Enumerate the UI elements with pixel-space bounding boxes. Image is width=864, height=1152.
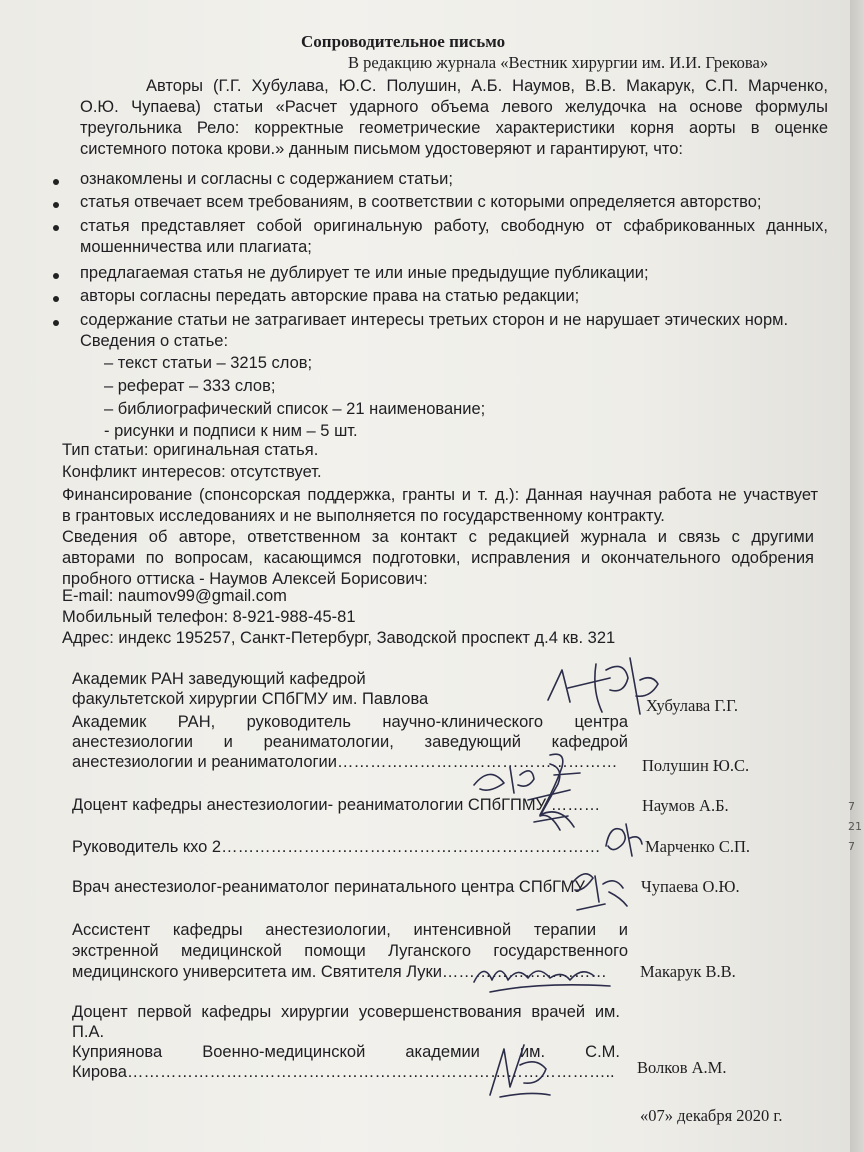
background-page-edge bbox=[850, 0, 864, 1152]
info-item: – текст статьи – 3215 слов; bbox=[104, 354, 313, 372]
bullet-dot bbox=[53, 202, 59, 208]
contact-phone: Мобильный телефон: 8-921-988-45-81 bbox=[62, 608, 356, 626]
bullet-dot bbox=[53, 225, 59, 231]
bullet-dot bbox=[53, 296, 59, 302]
list-item: ознакомлены и согласны с содержанием статьи; bbox=[80, 170, 453, 188]
signatory-position-line: Ассистент кафедры анестезиологии, интенсивной терапии и bbox=[72, 921, 628, 939]
signature-makaruk bbox=[470, 952, 620, 1000]
signatory-position-line: анестезиологии и реаниматологии…………………………………………… bbox=[72, 753, 618, 771]
signatory-position-line: медицинского университета им. Святителя Луки………………………… bbox=[72, 963, 607, 981]
signatory-position-line: Куприянова Военно-медицинской академии им. С.М. bbox=[72, 1043, 620, 1061]
signature-naumov bbox=[520, 760, 580, 835]
info-heading: Сведения о статье: bbox=[80, 332, 229, 350]
signatory-position-line: Доцент первой кафедры хирургии усовершенствования врачей им. П.А. bbox=[72, 1003, 620, 1041]
list-item: содержание статьи не затрагивает интересы третьих сторон и не нарушает этических норм. bbox=[80, 311, 789, 329]
bullet-dot bbox=[53, 179, 59, 185]
letter-date: «07» декабря 2020 г. bbox=[640, 1106, 783, 1125]
signature-khubulava bbox=[540, 650, 670, 730]
signatory-name: Марченко С.П. bbox=[645, 837, 751, 856]
funding-paragraph bbox=[62, 485, 818, 527]
signatory-name: Макарук В.В. bbox=[640, 962, 736, 981]
contact-address: Адрес: индекс 195257, Санкт-Петербург, Заводской проспект д.4 кв. 321 bbox=[62, 629, 616, 647]
conflict-of-interest: Конфликт интересов: отсутствует. bbox=[62, 463, 322, 481]
info-item: – библиографический список – 21 наименование; bbox=[104, 400, 486, 418]
intro-line: системного потока крови.» данным письмом удостоверяют и гарантируют, что: bbox=[80, 140, 684, 158]
edge-digit: 21 bbox=[848, 820, 862, 833]
bullet-dot bbox=[53, 320, 59, 326]
info-item: - рисунки и подписи к ним – 5 шт. bbox=[104, 422, 358, 440]
list-item-line: мошенничества или плагиата; bbox=[80, 238, 312, 256]
list-item: предлагаемая статья не дублирует те или иные предыдущие публикации; bbox=[80, 264, 649, 282]
intro-line: О.Ю. Чупаева) статьи «Расчет ударного объема левого желудочка на основе формулы bbox=[80, 98, 828, 116]
edge-digit: 7 bbox=[848, 840, 855, 853]
signature-volkov bbox=[480, 1035, 560, 1105]
addressee: В редакцию журнала «Вестник хирургии им. И.И. Грекова» bbox=[348, 53, 769, 72]
funding-line: Финансирование (спонсорская поддержка, гранты и т. д.): Данная научная работа не участвует bbox=[62, 486, 818, 504]
funding-line: в грантовых исследованиях и не выполняется по государственному контракту. bbox=[62, 507, 665, 525]
signatory-name: Наумов А.Б. bbox=[642, 796, 729, 815]
signatory-name: Хубулава Г.Г. bbox=[646, 696, 738, 715]
signatory-name: Волков А.М. bbox=[637, 1058, 727, 1077]
signatory-position-line: Доцент кафедры анестезиологии- реаниматологии СПбГПМУ ……… bbox=[72, 796, 601, 814]
responsible-line: Сведения об авторе, ответственном за контакт с редакцией журнала и связь с другими bbox=[62, 528, 814, 546]
intro-line: Авторы (Г.Г. Хубулава, Ю.С. Полушин, А.Б. Наумов, В.В. Макарук, С.П. Марченко, bbox=[146, 77, 828, 95]
list-item: авторы согласны передать авторские права на статью редакции; bbox=[80, 287, 580, 305]
signatory-name: Полушин Ю.С. bbox=[642, 756, 750, 775]
article-type: Тип статьи: оригинальная статья. bbox=[62, 441, 319, 459]
bullet-dot bbox=[53, 273, 59, 279]
signatory-name: Чупаева О.Ю. bbox=[641, 877, 740, 896]
signatory-position-line: Академик РАН заведующий кафедрой bbox=[72, 670, 366, 688]
signatory-position-line: Академик РАН, руководитель научно-клинического центра bbox=[72, 713, 628, 731]
signatory-position-line: Врач анестезиолог-реаниматолог перинатального центра СПбГМУ bbox=[72, 878, 585, 896]
intro-paragraph bbox=[80, 76, 828, 160]
signature-chupaeva bbox=[565, 858, 635, 918]
info-item: – реферат – 333 слов; bbox=[104, 377, 276, 395]
signatory-position-line: Кирова…………………………………………………………………………….. bbox=[72, 1063, 615, 1081]
signature-marchenko bbox=[596, 816, 646, 860]
list-item: статья отвечает всем требованиям, в соответствии с которыми определяется авторство; bbox=[80, 193, 762, 211]
letter-title: Сопроводительное письмо bbox=[301, 32, 506, 51]
responsible-line: авторами по вопросам, касающимся подготовки, исправления и окончательного одобрения bbox=[62, 549, 814, 567]
responsible-line: пробного оттиска - Наумов Алексей Борисович: bbox=[62, 570, 428, 588]
signatory-position-line: факультетской хирургии СПбГМУ им. Павлова bbox=[72, 690, 429, 708]
edge-digit: 7 bbox=[848, 800, 855, 813]
list-item-line: статья представляет собой оригинальную работу, свободную от сфабрикованных данных, bbox=[80, 217, 828, 235]
signatory-position-line: анестезиологии и реаниматологии, заведующий кафедрой bbox=[72, 733, 628, 751]
contact-email: E-mail: naumov99@gmail.com bbox=[62, 587, 287, 605]
signatory-position-line: экстренной медицинской помощи Луганского государственного bbox=[72, 942, 628, 960]
responsible-author-paragraph bbox=[62, 527, 814, 590]
signatory-position-line: Руководитель кхо 2…………………………………………………………… bbox=[72, 838, 601, 856]
intro-line: треугольника Рело: корректные геометрические характеристики корня аорты в оценке bbox=[80, 119, 828, 137]
list-item bbox=[80, 216, 828, 258]
